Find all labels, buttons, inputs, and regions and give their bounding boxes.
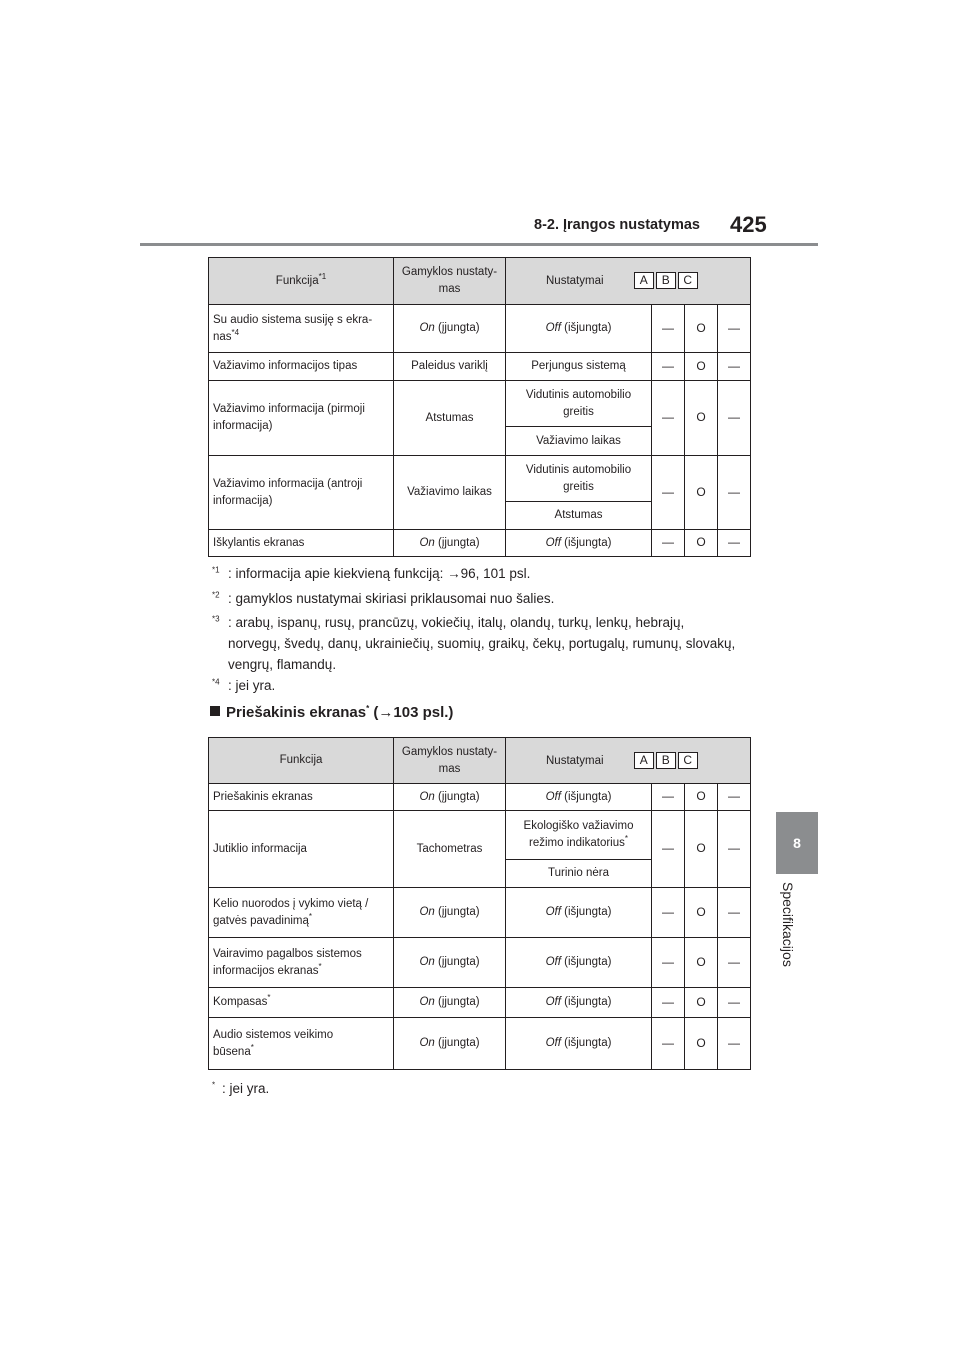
table-row — [209, 938, 751, 988]
cell-b: O — [685, 305, 718, 353]
cell-a: — — [652, 530, 685, 557]
cell-c: — — [718, 938, 751, 988]
cell-c: — — [718, 456, 751, 530]
cell-function: Audio sistemos veikimo būsena* — [209, 1018, 394, 1070]
cell-a: — — [652, 988, 685, 1018]
cell-default: Atstumas — [394, 381, 506, 456]
table-header-row — [209, 258, 751, 305]
col-c-label: C — [678, 752, 698, 769]
cell-c: — — [718, 305, 751, 353]
table-row — [209, 305, 751, 353]
table-row — [209, 381, 751, 427]
cell-function: Su audio sistema susiję s ekra- nas$^{*4}$ — [209, 305, 394, 353]
header-gamyklos: Gamyklos nustaty- mas — [394, 738, 506, 784]
table-row — [209, 456, 751, 502]
chapter-number: 8 — [793, 835, 801, 851]
cell-setting: Off (išjungta) — [506, 938, 652, 988]
cell-function: Kompasas* — [209, 988, 394, 1018]
chapter-tab — [776, 812, 818, 874]
cell-c: — — [718, 1018, 751, 1070]
cell-b: O — [685, 811, 718, 888]
header-funkcija: Funkcija$^{*1}$ — [209, 258, 394, 305]
header-funkcija: Funkcija — [209, 738, 394, 784]
cell-c: — — [718, 811, 751, 888]
footnote-2: $^{*2}$ : gamyklos nustatymai skiriasi priklausomai nuo šalies. — [212, 590, 555, 606]
cell-a: — — [652, 456, 685, 530]
table-header-row — [209, 738, 751, 784]
cell-function: Kelio nuorodos į vykimo vietą / gatvės pavadinimą* — [209, 888, 394, 938]
cell-setting: Perjungus sistemą — [506, 353, 652, 381]
bottom-footnote: * : jei yra. — [212, 1080, 270, 1096]
cell-function: Važiavimo informacijos tipas — [209, 353, 394, 381]
cell-b: O — [685, 353, 718, 381]
header-nustatymai: Nustatymai A B C — [506, 738, 751, 784]
footnote-1: $^{*1}$ : informacija apie kiekvieną funkciją: →96, 101 psl. — [212, 565, 531, 581]
table-row — [209, 988, 751, 1018]
cell-function: Jutiklio informacija — [209, 811, 394, 888]
cell-a: — — [652, 381, 685, 456]
cell-a: — — [652, 784, 685, 811]
header-gamyklos: Gamyklos nustaty- mas — [394, 258, 506, 305]
cell-default: On (įjungta) — [394, 938, 506, 988]
table-row — [209, 1018, 751, 1070]
cell-setting: Off (išjungta) — [506, 888, 652, 938]
cell-setting: Off (išjungta) — [506, 1018, 652, 1070]
cell-setting: Atstumas — [506, 502, 652, 530]
cell-function: Važiavimo informacija (antroji informacija) — [209, 456, 394, 530]
cell-a: — — [652, 888, 685, 938]
cell-b: O — [685, 381, 718, 456]
col-b-label: B — [656, 272, 676, 289]
cell-a: — — [652, 811, 685, 888]
cell-c: — — [718, 888, 751, 938]
table-row — [209, 888, 751, 938]
cell-setting: Važiavimo laikas — [506, 427, 652, 456]
cell-default: On (įjungta) — [394, 530, 506, 557]
cell-b: O — [685, 784, 718, 811]
settings-table-1 — [208, 257, 751, 557]
cell-setting: Off (išjungta) — [506, 530, 652, 557]
cell-b: O — [685, 1018, 718, 1070]
cell-default: On (įjungta) — [394, 784, 506, 811]
cell-default: Važiavimo laikas — [394, 456, 506, 530]
cell-default: On (įjungta) — [394, 888, 506, 938]
table-row — [209, 811, 751, 860]
cell-setting: Vidutinis automobilio greitis — [506, 381, 652, 427]
footnote-4: $^{*4}$ : jei yra. — [212, 677, 276, 693]
cell-function: Iškylantis ekranas — [209, 530, 394, 557]
cell-a: — — [652, 305, 685, 353]
cell-setting: Off (išjungta) — [506, 305, 652, 353]
cell-b: O — [685, 988, 718, 1018]
cell-default: On (įjungta) — [394, 1018, 506, 1070]
section-heading: Priešakinis ekranas* (→103 psl.) — [210, 704, 453, 721]
cell-c: — — [718, 988, 751, 1018]
chapter-label: Specifikacijos — [780, 882, 796, 967]
col-a-label: A — [634, 272, 654, 289]
cell-function: Vairavimo pagalbos sistemos informacijos ekranas* — [209, 938, 394, 988]
footnote-3: $^{*3}$ : arabų, ispanų, rusų, prancūzų, vokiečių, italų, olandų, turkų, lenkų, hebrajų, norvegų, švedų, danų, ukrainiečių, suomių, graikų, čekų, portugalų, rumunų, slovakų, vengrų, flamandų. — [212, 614, 736, 672]
cell-default: On (įjungta) — [394, 988, 506, 1018]
cell-setting: Ekologiško važiavimo režimo indikatorius* — [506, 811, 652, 860]
cell-a: — — [652, 938, 685, 988]
cell-default: Paleidus variklį — [394, 353, 506, 381]
cell-c: — — [718, 784, 751, 811]
cell-b: O — [685, 530, 718, 557]
col-a-label: A — [634, 752, 654, 769]
cell-setting: Turinio nėra — [506, 860, 652, 888]
page-number: 425 — [730, 212, 767, 237]
header-nustatymai: Nustatymai A B C — [506, 258, 751, 305]
cell-function: Važiavimo informacija (pirmoji informacija) — [209, 381, 394, 456]
cell-b: O — [685, 888, 718, 938]
header-divider — [140, 243, 818, 246]
cell-setting: Off (išjungta) — [506, 784, 652, 811]
cell-setting: Vidutinis automobilio greitis — [506, 456, 652, 502]
cell-function: Priešakinis ekranas — [209, 784, 394, 811]
table-row — [209, 530, 751, 557]
col-c-label: C — [678, 272, 698, 289]
cell-default: On (įjungta) — [394, 305, 506, 353]
cell-c: — — [718, 530, 751, 557]
cell-c: — — [718, 381, 751, 456]
cell-a: — — [652, 1018, 685, 1070]
cell-a: — — [652, 353, 685, 381]
square-bullet-icon — [210, 706, 220, 716]
cell-b: O — [685, 456, 718, 530]
cell-c: — — [718, 353, 751, 381]
cell-default: Tachometras — [394, 811, 506, 888]
settings-table-2 — [208, 737, 751, 1070]
cell-setting: Off (išjungta) — [506, 988, 652, 1018]
table-row — [209, 784, 751, 811]
section-header-title: 8-2. Įrangos nustatymas — [534, 217, 700, 233]
table-row — [209, 353, 751, 381]
col-b-label: B — [656, 752, 676, 769]
cell-b: O — [685, 938, 718, 988]
